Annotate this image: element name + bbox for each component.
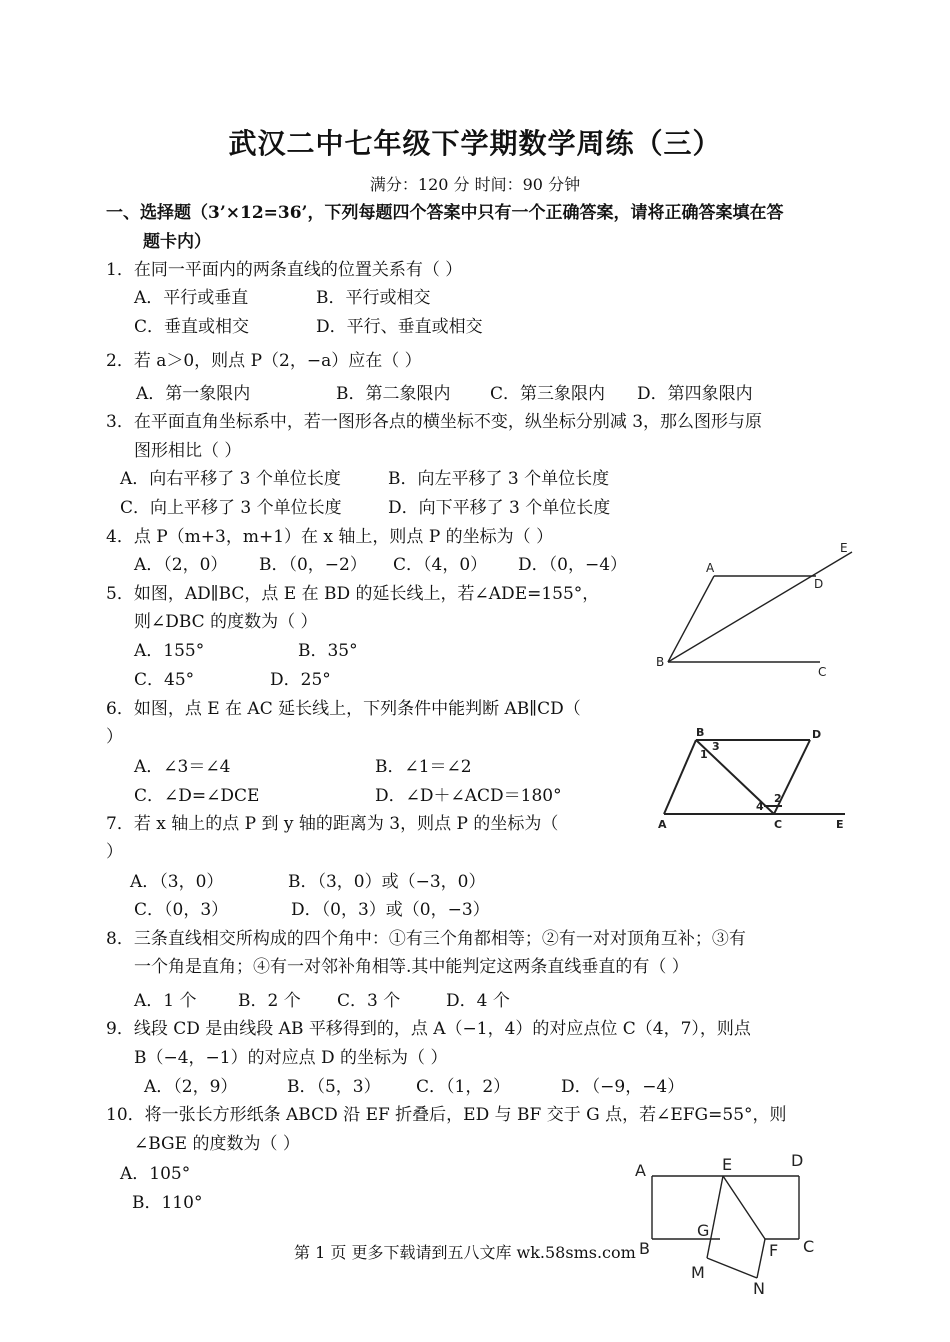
q1-option-a: A．平行或垂直 [134, 288, 249, 308]
q6-stem-cont: ） [106, 727, 123, 747]
angle-3: 3 [712, 740, 720, 753]
edge-nf [757, 1239, 765, 1278]
q9-option-a: A．（2，9） [144, 1077, 238, 1097]
q9-stem-cont: B（−4，−1）的对应点 D 的坐标为（ ） [134, 1048, 448, 1068]
q6-option-b: B．∠1＝∠2 [375, 757, 472, 777]
label-g: G [697, 1221, 710, 1240]
line-ab [664, 740, 696, 814]
q9-option-d: D．（−9，−4） [561, 1077, 685, 1097]
q9-stem: 9．线段 CD 是由线段 AB 平移得到的，点 A（−1，4）的对应点位 C（4，7），则点 [106, 1019, 751, 1039]
q8-option-c: C．3 个 [337, 991, 401, 1011]
q5-option-d: D．25° [270, 670, 331, 690]
label-n: N [753, 1279, 765, 1298]
q10-option-a: A．105° [120, 1164, 191, 1184]
section-heading-cont: 题卡内） [143, 232, 211, 252]
q2-option-b: B．第二象限内 [336, 384, 451, 404]
label-m: M [691, 1263, 705, 1282]
q3-option-b: B．向左平移了 3 个单位长度 [388, 469, 610, 489]
label-e: E [722, 1155, 733, 1174]
q4-option-b: B．（0，−2） [259, 555, 367, 575]
q7-option-a: A．（3，0） [130, 872, 224, 892]
q1-option-c: C．垂直或相交 [134, 317, 250, 337]
q8-stem-cont: 一个角是直角；④有一对邻补角相等.其中能判定这两条直线垂直的有（ ） [134, 957, 689, 977]
q10-stem-cont: ∠BGE 的度数为（ ） [134, 1134, 300, 1154]
q4-option-c: C．（4，0） [393, 555, 488, 575]
edge-mn [707, 1258, 757, 1278]
page-subtitle: 满分：120 分 时间：90 分钟 [369, 175, 581, 194]
label-c: C [803, 1237, 815, 1256]
q3-stem-cont: 图形相比（ ） [134, 441, 242, 461]
q3-option-a: A．向右平移了 3 个单位长度 [120, 469, 341, 489]
q4-option-a: A．（2，0） [134, 555, 228, 575]
q6-option-c: C．∠D=∠DCE [134, 786, 260, 806]
q7-option-b: B．（3，0）或（−3，0） [288, 872, 486, 892]
line-be [668, 552, 852, 662]
q9-option-b: B．（5，3） [287, 1077, 381, 1097]
section-heading: 一、选择题（3’×12=36’，下列每题四个答案中只有一个正确答案，请将正确答案填在答 [106, 203, 784, 223]
q4-stem: 4．点 P（m+3，m+1）在 x 轴上，则点 P 的坐标为（ ） [106, 527, 554, 547]
q10-stem: 10．将一张长方形纸条 ABCD 沿 EF 折叠后，ED 与 BF 交于 G 点，若∠EFG=55°，则 [106, 1105, 787, 1125]
angle-1: 1 [700, 748, 708, 761]
q10-option-b: B．110° [132, 1193, 203, 1213]
q2-option-c: C．第三象限内 [490, 384, 606, 404]
q2-option-d: D．第四象限内 [637, 384, 753, 404]
angle-2: 2 [774, 792, 782, 805]
q6-option-a: A．∠3＝∠4 [134, 757, 231, 777]
q3-option-d: D．向下平移了 3 个单位长度 [388, 498, 611, 518]
label-a: A [658, 818, 667, 830]
figure-q6 [650, 718, 860, 830]
q8-stem: 8．三条直线相交所构成的四个角中：①有三个角都相等；②有一对对顶角互补；③有 [106, 929, 746, 949]
figure-q10 [625, 1148, 825, 1298]
q7-stem-cont: ） [106, 842, 123, 862]
label-f: F [769, 1241, 779, 1260]
page-title: 武汉二中七年级下学期数学周练（三） [228, 127, 722, 160]
label-a: A [635, 1161, 646, 1180]
q1-stem: 1．在同一平面内的两条直线的位置关系有（ ） [106, 260, 463, 280]
label-b: B [639, 1239, 650, 1258]
page-footer: 第 1 页 更多下载请到五八文库 wk.58sms.com [294, 1243, 636, 1262]
angle-4: 4 [756, 800, 764, 813]
edge-em [707, 1176, 723, 1258]
label-e: E [836, 818, 844, 830]
line-ab [668, 576, 714, 662]
q8-option-b: B．2 个 [238, 991, 301, 1011]
q3-option-c: C．向上平移了 3 个单位长度 [120, 498, 342, 518]
q5-option-b: B．35° [298, 641, 358, 661]
q5-stem: 5．如图，AD∥BC，点 E 在 BD 的延长线上，若∠ADE=155°， [106, 584, 600, 604]
q3-stem: 3．在平面直角坐标系中，若一图形各点的横坐标不变，纵坐标分别减 3，那么图形与原 [106, 412, 763, 432]
label-d: D [791, 1151, 804, 1170]
q5-option-a: A．155° [134, 641, 205, 661]
figure-q5 [640, 530, 860, 690]
q5-stem-cont: 则∠DBC 的度数为（ ） [134, 612, 318, 632]
label-a: A [706, 561, 715, 575]
q5-option-c: C．45° [134, 670, 195, 690]
q7-stem: 7．若 x 轴上的点 P 到 y 轴的距离为 3，则点 P 的坐标为（ [106, 814, 559, 834]
q1-option-b: B．平行或相交 [316, 288, 431, 308]
q2-option-a: A．第一象限内 [136, 384, 251, 404]
label-b: B [696, 726, 705, 739]
label-d: D [812, 728, 822, 741]
q8-option-a: A．1 个 [134, 991, 197, 1011]
label-e: E [840, 541, 848, 555]
fold-ef [723, 1176, 765, 1239]
q6-option-d: D．∠D＋∠ACD＝180° [375, 786, 562, 806]
label-b: B [656, 655, 665, 669]
q7-option-d: D．（0，3）或（0，−3） [291, 900, 490, 920]
q1-option-d: D．平行、垂直或相交 [316, 317, 483, 337]
label-c: C [774, 818, 783, 830]
q2-stem: 2．若 a＞0，则点 P（2，−a）应在（ ） [106, 351, 422, 371]
q9-option-c: C．（1，2） [416, 1077, 511, 1097]
q6-stem: 6．如图，点 E 在 AC 延长线上，下列条件中能判断 AB∥CD（ [106, 699, 581, 719]
q8-option-d: D．4 个 [446, 991, 510, 1011]
label-c: C [818, 665, 827, 679]
q4-option-d: D．（0，−4） [518, 555, 628, 575]
label-d: D [814, 577, 824, 591]
q7-option-c: C．（0，3） [134, 900, 229, 920]
